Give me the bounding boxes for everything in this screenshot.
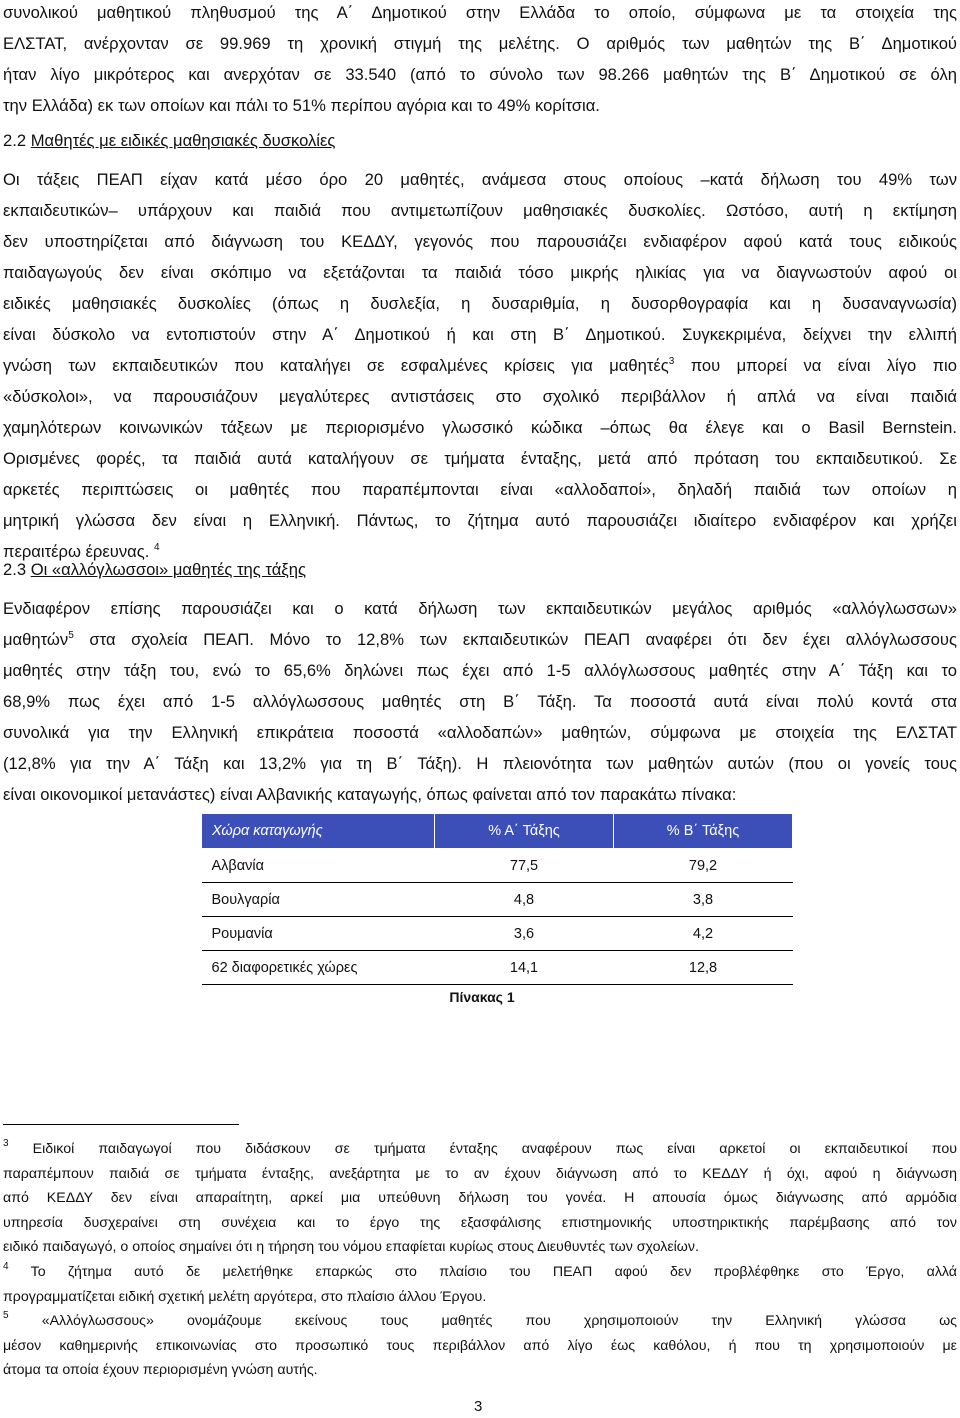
text-line: Ενδιαφέρον επίσης παρουσιάζει και ο κατά δήλωση των εκπαιδευτικών μεγάλος αριθμός «αλλόγλωσσων» xyxy=(3,599,957,618)
table-cell: 79,2 xyxy=(614,849,793,883)
section-heading-2-2 xyxy=(3,125,335,156)
table-row xyxy=(202,917,793,951)
footnote-line xyxy=(3,1260,957,1285)
text-segment: Ειδικοί παιδαγωγοί που διδάσκουν σε τμήματα ένταξης αναφέρουν πως είναι αρκετοί οι εκπαιδευτικοί που xyxy=(32,1141,957,1157)
column-header: % Β΄ Τάξης xyxy=(614,814,793,849)
footnote-ref-4[interactable]: 4 xyxy=(153,542,160,553)
text-line: την Ελλάδα) εκ των οποίων και πάλι το 51% περίπου αγόρια και το 49% κορίτσια. xyxy=(3,96,600,115)
section-heading-2-3 xyxy=(3,554,306,585)
table-cell: Αλβανία xyxy=(202,849,435,883)
table-caption: Πίνακας 1 xyxy=(449,989,515,1005)
footnote-separator xyxy=(3,1124,239,1125)
column-header: % Α΄ Τάξης xyxy=(435,814,614,849)
text-line: χαμηλότερων κοινωνικών τάξεων με περιορισμένο γλωσσικό κώδικα –όπως θα έλεγε και ο Basil Bernstein. xyxy=(3,418,957,437)
table-caption-wrap xyxy=(0,989,960,1005)
text-line: (12,8% για την Α΄ Τάξη και 13,2% για τη Β΄ Τάξη). Η πλειονότητα των μαθητών αυτών (που οι γονείς τους xyxy=(3,754,957,773)
footnote-ref-3[interactable]: 3 xyxy=(668,356,675,367)
text-line: συνολικά για την Ελληνική επικράτεια ποσοστά «αλλοδαπών» μαθητών, σύμφωνα με στοιχεία της ΕΛΣΤΑΤ xyxy=(3,723,957,742)
text-line: ΕΛΣΤΑΤ, ανέρχονταν σε 99.969 τη χρονική στιγμή της μελέτης. Ο αριθμός των μαθητών της Β΄ Δημοτικού xyxy=(3,34,957,53)
text-line: ήταν λίγο μικρότερος και ανερχόταν σε 33.540 (από το σύνολο των 98.266 μαθητών της Β΄ Δημοτικού σε όλη xyxy=(3,65,957,84)
text-line: μαθητές στην τάξη του, ενώ το 65,6% δηλώνει πως έχει από 1-5 αλλόγλωσσους μαθητές στην Α΄ Τάξη και το xyxy=(3,661,957,680)
text-segment: που μπορεί να είναι λίγο πιο xyxy=(690,356,957,375)
table-header-row xyxy=(202,814,793,849)
footnote-line: προγραμματίζεται ειδική σχετική μελέτη αργότερα, στο πλαίσιο άλλου Έργου. xyxy=(3,1288,487,1305)
footnote-mark: 4 xyxy=(3,1261,9,1272)
footnote-line xyxy=(3,1137,957,1162)
section-2-2-paragraph xyxy=(3,164,957,567)
text-line-with-footnote xyxy=(3,350,957,381)
table-cell: Βουλγαρία xyxy=(202,883,435,917)
footnote-line: από ΚΕΔΔΥ δεν είναι απαραίτητη, αρκεί μια υπεύθυνη δήλωση του γονέα. Η απουσία όμως διάγνωσης από αρμόδια xyxy=(3,1190,957,1206)
text-segment: μαθητών xyxy=(3,630,69,649)
text-line: συνολικού μαθητικού πληθυσμού της Α΄ Δημοτικού στην Ελλάδα το οποίο, σύμφωνα με τα στοιχεία της xyxy=(3,3,957,22)
table-row xyxy=(202,951,793,985)
footnote-3 xyxy=(3,1137,957,1260)
footnote-line: άτομα τα οποία έχουν περιορισμένη γνώση αυτής. xyxy=(3,1362,318,1378)
table-row xyxy=(202,849,793,883)
text-segment: περαιτέρω έρευνας. xyxy=(3,542,150,561)
table-cell: Ρουμανία xyxy=(202,917,435,951)
section-title: Οι «αλλόγλωσσοι» μαθητές της τάξης xyxy=(30,560,306,579)
text-segment: γνώση των εκπαιδευτικών που καταλήγει σε εσφαλμένες κρίσεις για μαθητές xyxy=(3,356,669,375)
text-line: είναι οικονομικοί μετανάστες) είναι Αλβανικής καταγωγής, όπως φαίνεται από τον παρακάτω πίνακα: xyxy=(3,785,737,804)
table-cell: 4,8 xyxy=(435,883,614,917)
table-cell: 3,6 xyxy=(435,917,614,951)
footnote-4 xyxy=(3,1260,957,1309)
table-cell: 12,8 xyxy=(614,951,793,985)
text-segment: Το ζήτημα αυτό δε μελετήθηκε επαρκώς στο πλαίσιο του ΠΕΑΠ αφού δεν προβλέφθηκε στο Έργο, αλλά xyxy=(30,1264,957,1280)
text-line: ειδικές μαθησιακές δυσκολίες (όπως η δυσλεξία, η δυσαριθμία, η δυσορθογραφία και η δυσαναγνωσία) xyxy=(3,294,957,313)
text-line: 68,9% πως έχει από 1-5 αλλόγλωσσους μαθητές στη Β΄ Τάξη. Τα ποσοστά αυτά είναι πολύ κοντά στα xyxy=(3,692,957,711)
footnote-line: υπηρεσία δυσχεραίνει στη συνέχεια και το έργο της εξασφάλισης επιστημονικής υποστηρικτικής παρέμβασης από τον xyxy=(3,1214,957,1231)
footnote-mark: 5 xyxy=(3,1310,9,1321)
text-line-with-footnote xyxy=(3,624,957,655)
footnote-line: μέσον καθημερινής επικοινωνίας στο προσωπικό τους περιβάλλον από λίγο έως καθόλου, ή που τη χρησιμοποιούν με xyxy=(3,1337,957,1354)
text-line: εκπαιδευτικών– υπάρχουν και παιδιά που αντιμετωπίζουν μαθησιακές δυσκολίες. Ωστόσο, αυτή η εκτίμηση xyxy=(3,201,957,220)
table-cell: 4,2 xyxy=(614,917,793,951)
column-header: Χώρα καταγωγής xyxy=(202,814,435,849)
table-cell: 77,5 xyxy=(435,849,614,883)
text-line: Ορισμένες φορές, τα παιδιά αυτά καταλήγουν σε τμήματα ένταξης, μετά από πρόταση του εκπαιδευτικού. Σε xyxy=(3,449,957,468)
text-line: αρκετές περιπτώσεις οι μαθητές που παραπέμπονται είναι «αλλοδαποί», δηλαδή παιδιά των οποίων η xyxy=(3,480,957,499)
footnote-line xyxy=(3,1309,957,1334)
section-number: 2.2 xyxy=(3,131,27,150)
footnote-5 xyxy=(3,1309,957,1383)
footnote-line: παραπέμπουν παιδιά σε τμήματα ένταξης, ανεξάρτητα με το αν έχουν διάγνωση από το ΚΕΔΔΥ ή όχι, αφού η διάγνωση xyxy=(3,1165,957,1182)
text-segment: «Αλλόγλωσσους» ονομάζουμε εκείνους τους μαθητές που χρησιμοποιούν την Ελληνική γλώσσα ως xyxy=(41,1313,957,1329)
section-number: 2.3 xyxy=(3,560,27,579)
text-line: είναι δύσκολο να εντοπιστούν στην Α΄ Δημοτικού ή και στη Β΄ Δημοτικού. Συγκεκριμένα, δείχνει την ελλιπή xyxy=(3,325,957,344)
section-title: Μαθητές με ειδικές μαθησιακές δυσκολίες xyxy=(30,131,336,150)
table-cell: 62 διαφορετικές χώρες xyxy=(202,951,435,985)
text-line: Οι τάξεις ΠΕΑΠ είχαν κατά μέσο όρο 20 μαθητές, ανάμεσα στους οποίους –κατά δήλωση του 49% των xyxy=(3,170,957,189)
text-line: «δύσκολοι», να παρουσιάζουν μεγαλύτερες αντιστάσεις στο σχολικό περιβάλλον ή απλά να είναι παιδιά xyxy=(3,387,957,406)
section-2-3-paragraph xyxy=(3,593,957,810)
text-line: παιδαγωγούς δεν είναι σκόπιμο να εξετάζονται τα παιδιά τόσο μικρής ηλικίας για να διαγνωστούν αφού οι xyxy=(3,263,957,282)
text-segment: στα σχολεία ΠΕΑΠ. Μόνο το 12,8% των εκπαιδευτικών ΠΕΑΠ αναφέρει ότι δεν έχει αλλόγλωσσους xyxy=(89,630,957,649)
footnote-ref-5[interactable]: 5 xyxy=(68,630,74,641)
page-number: 3 xyxy=(474,1398,483,1415)
text-line: μητρική γλώσσα δεν είναι η Ελληνική. Πάντως, το ζήτημα αυτό παρουσιάζει ιδιαίτερο ενδιαφέρον και χρήζει xyxy=(3,511,957,530)
footnote-mark: 3 xyxy=(3,1138,9,1149)
table-cell: 14,1 xyxy=(435,951,614,985)
table-row xyxy=(202,883,793,917)
intro-paragraph xyxy=(3,0,957,121)
text-line: δεν υποστηρίζεται από διάγνωση του ΚΕΔΔΥ, γεγονός που παρουσιάζει ενδιαφέρον αφού κατά τους ειδικούς xyxy=(3,232,957,251)
table-cell: 3,8 xyxy=(614,883,793,917)
footnote-line: ειδικό παιδαγωγό, ο οποίος σημαίνει ότι η τήρηση του νόμου επαφίεται κυρίως στους Διευθυντές των σχολείων. xyxy=(3,1239,699,1255)
origin-country-table xyxy=(201,813,793,985)
